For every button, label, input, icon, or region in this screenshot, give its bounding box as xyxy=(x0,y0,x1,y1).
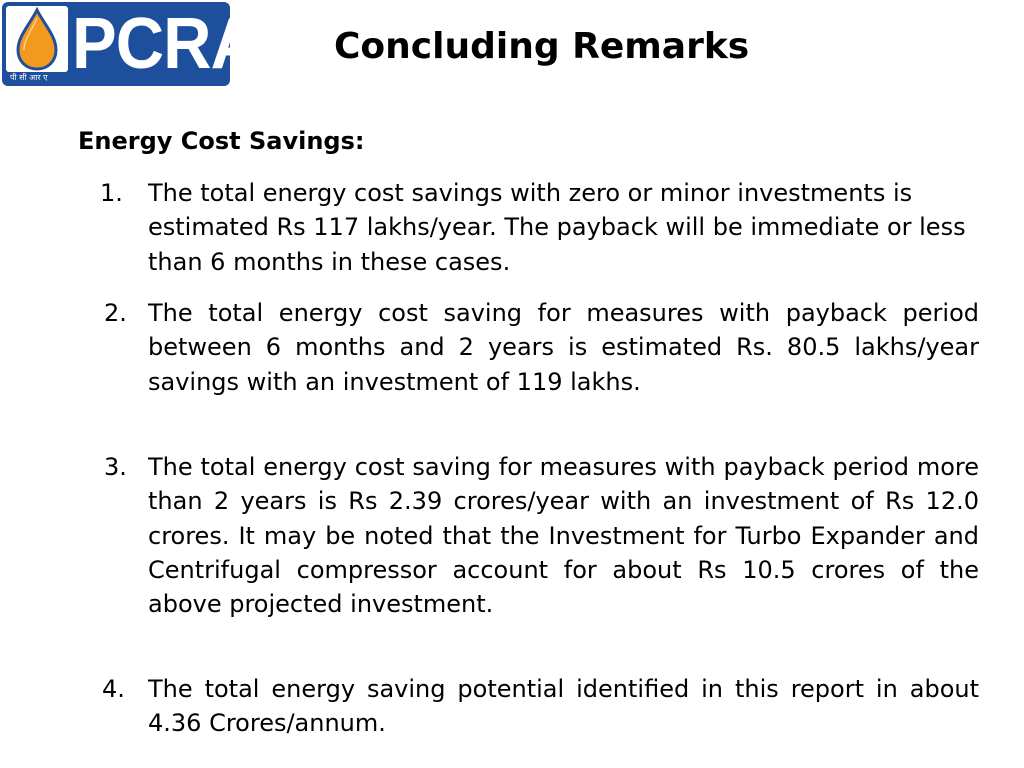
logo-drop-panel xyxy=(6,6,68,72)
list-item-number: 1. xyxy=(100,179,123,207)
list-item-text: The total energy saving potential identified in this report in about 4.36 Crores/annum. xyxy=(148,675,979,738)
pcra-logo xyxy=(2,2,259,86)
list-item-number: 3. xyxy=(104,453,127,481)
list-item-number: 2. xyxy=(104,299,127,327)
logo-text: PCRA xyxy=(72,4,259,84)
logo-subtext: पी सी आर ए xyxy=(10,73,48,82)
list-item xyxy=(96,450,979,621)
list-item xyxy=(96,176,979,279)
section-heading: Energy Cost Savings: xyxy=(78,127,365,155)
list-item xyxy=(96,672,979,741)
list-item-number: 4. xyxy=(102,675,125,703)
list-item-text: The total energy cost saving for measures with payback period between 6 months and 2 years is estimated Rs. 80.5 lakhs/year savings with an investment of 119 lakhs. xyxy=(148,299,979,396)
list-item-text: The total energy cost savings with zero or minor investments is estimated Rs 117 lakhs/year. The payback will be immediate or less than 6 months in these cases. xyxy=(148,179,966,276)
list-item-text: The total energy cost saving for measures with payback period more than 2 years is Rs 2.39 crores/year with an investment of Rs 12.0 crores. It may be noted that the Investment for Turbo Expander and Centrifugal compressor account for about Rs 10.5 crores of the above projected investment. xyxy=(148,453,979,619)
oil-drop-icon xyxy=(6,6,68,72)
page-title: Concluding Remarks xyxy=(334,26,750,67)
list-item xyxy=(96,296,979,399)
